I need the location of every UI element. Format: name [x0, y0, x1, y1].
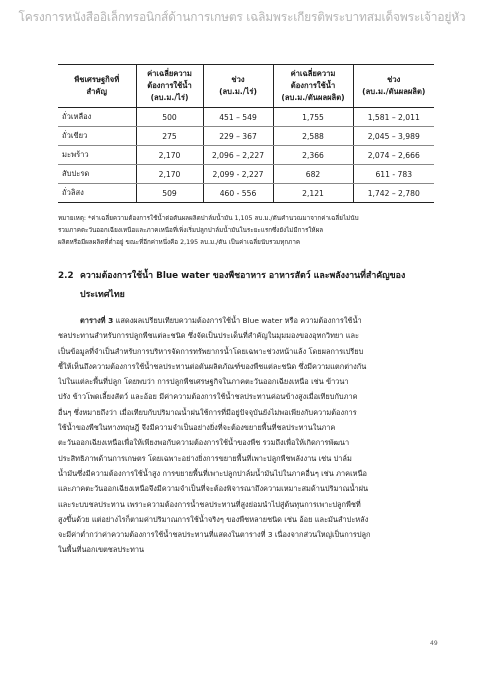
paragraph-line: สูงขึ้นด้วย แต่อย่างไรก็ตามค่าปริมาณการใช้น้ำจริงๆ ของพืชหลายชนิด เช่น อ้อย และมันสำปะหลัง: [58, 514, 369, 524]
cell-avg-per-ton: 2,366: [273, 146, 353, 165]
cell-range-per-rai: 460 - 556: [203, 184, 273, 203]
header-text: ต้องการใช้น้ำ: [290, 81, 336, 90]
paragraph-line: ในพื้นที่นอกเขตชลประทาน: [58, 545, 145, 555]
table-row: [58, 108, 434, 127]
cell-crop: ถั่วเหลือง: [58, 108, 136, 127]
header-text: พืชเศรษฐกิจที่: [74, 75, 120, 84]
cell-range-per-rai: 451 – 549: [203, 108, 273, 127]
col-header-crop: [58, 65, 136, 108]
paragraph-line: ตะวันออกเฉียงเหนือเพื่อให้เพียงพอกับความต้องการใช้น้ำของพืช รวมถึงเพื่อให้เกิดการพัฒนา: [58, 438, 350, 448]
paragraph-line: ชี้ให้เห็นถึงความต้องการใช้น้ำชลประทานต่อตันผลิตภัณฑ์ของพืชแต่ละชนิด ซึ่งมีความแตกต่างกัน: [58, 361, 367, 371]
cell-crop: ถั่วเขียว: [58, 127, 136, 146]
section-title-line2: ประเทศไทย: [80, 290, 125, 300]
col-header-avg-per-rai: [136, 65, 203, 108]
col-header-range-per-rai: [203, 65, 273, 108]
header-text: (ลบ.ม./ไร่): [219, 87, 257, 96]
header-text: ต้องการใช้น้ำ: [147, 81, 192, 90]
header-text: ช่วง: [231, 75, 245, 84]
footnote-line: หมายเหตุ: *ค่าเฉลี่ยความต้องการใช้น้ำต่อตันผลผลิตปาล์มน้ำมัน 1,105 ลบ.ม./ตันคำนวณมาจากค่าเฉลี่ยไม่นับ: [58, 215, 359, 222]
header-text: (ลบ.ม./ไร่): [150, 93, 189, 102]
paragraph-line: น้ำมันซึ่งมีความต้องการใช้น้ำสูง การขยายพื้นที่เพาะปลูกปาล์มน้ำมันไปในภาคอื่นๆ เช่น ภาคเหนือ: [58, 468, 367, 478]
paragraph-line: ใช้น้ำของพืชในทางทฤษฎี จึงมีความจำเป็นอย่างยิ่งที่จะต้องขยายพื้นที่ชลประทานในภาค: [58, 423, 336, 433]
paragraph-line-text: แสดงผลเปรียบเทียบความต้องการใช้น้ำ Blue water หรือ ความต้องการใช้น้ำ: [113, 316, 362, 325]
cell-range-per-ton: 1,581 – 2,011: [353, 108, 434, 127]
paragraph-line: ชลประทานสำหรับการปลูกพืชแต่ละชนิด ซึ่งจัดเป็นประเด็นที่สำคัญในมุมมองของอุทกวิทยา และ: [58, 331, 360, 341]
cell-avg-per-rai: 2,170: [136, 165, 203, 184]
cell-range-per-ton: 2,074 – 2,666: [353, 146, 434, 165]
section-heading: [58, 267, 438, 305]
cell-avg-per-ton: 1,755: [273, 108, 353, 127]
paragraph-line: ไปในแต่ละพื้นที่ปลูก โดยพบว่า การปลูกพืชเศรษฐกิจในภาคตะวันออกเฉียงเหนือ เช่น ข้าวนา: [58, 377, 349, 387]
footnote-line: ผลิตหรือมีผลผลิตที่ต่ำอยู่ ขณะที่อีกค่าหนึ่งคือ 2,195 ลบ.ม./ตัน เป็นค่าเฉลี่ยนับรวมทุกภาค: [58, 239, 301, 246]
paragraph-line: ปรัง ข้าวโพดเลี้ยงสัตว์ และอ้อย มีค่าความต้องการใช้น้ำชลประทานค่อนข้างสูงเมื่อเทียบกับภาค: [58, 392, 358, 402]
cell-range-per-ton: 611 - 783: [353, 165, 434, 184]
cell-avg-per-rai: 500: [136, 108, 203, 127]
paragraph-line: และระบบชลประทาน เพราะความต้องการน้ำชลประทานที่สูงย่อมนำไปสู่ต้นทุนการเพาะปลูกพืชที่: [58, 499, 361, 509]
cell-range-per-ton: 2,045 – 3,989: [353, 127, 434, 146]
cell-avg-per-rai: 275: [136, 127, 203, 146]
col-header-avg-per-ton: [273, 65, 353, 108]
header-text: สำคัญ: [86, 87, 107, 96]
cell-range-per-rai: 2,096 – 2,227: [203, 146, 273, 165]
cell-avg-per-rai: 509: [136, 184, 203, 203]
paragraph-line: และภาคตะวันออกเฉียงเหนือจึงมีความจำเป็นที่จะต้องพิจารณาถึงความเหมาะสมด้านปริมาณน้ำฝน: [58, 484, 369, 494]
paragraph-first-line: [58, 313, 438, 328]
cell-avg-per-rai: 2,170: [136, 146, 203, 165]
cell-range-per-rai: 2,099 - 2,227: [203, 165, 273, 184]
paragraph-line: อื่นๆ ซึ่งหมายถึงว่า เมื่อเทียบกับปริมาณน้ำฝนใช้การที่มีอยู่ปัจจุบันยังไม่พอเพียงกับความต้องการ: [58, 407, 357, 417]
cell-avg-per-ton: 2,121: [273, 184, 353, 203]
table-footnote: [58, 213, 436, 249]
cell-crop: ถั่วลิสง: [58, 184, 136, 203]
header-text: ช่วง: [387, 75, 401, 84]
page-header: โครงการหนังสืออิเล็กทรอนิกส์ด้านการเกษตร เฉลิมพระเกียรติพระบาทสมเด็จพระเจ้าอยู่หัว: [18, 10, 466, 24]
table-row: [58, 146, 434, 165]
water-requirement-table: [58, 64, 434, 203]
table-row: [58, 165, 434, 184]
cell-range-per-ton: 1,742 – 2,780: [353, 184, 434, 203]
cell-avg-per-ton: 2,588: [273, 127, 353, 146]
header-text: ค่าเฉลี่ยความ: [290, 69, 336, 78]
section-number: 2.2: [58, 271, 74, 281]
cell-avg-per-ton: 682: [273, 165, 353, 184]
footnote-line: รวมภาคตะวันออกเฉียงเหนือและภาคเหนือที่เพิ่งเริ่มปลูกปาล์มน้ำมันในระยะแรกซึ่งยังไม่มีการให้ผล: [58, 227, 324, 234]
cell-crop: สับปะรด: [58, 165, 136, 184]
section-heading-line: [58, 267, 438, 286]
paragraph-line: จะมีค่าต่ำกว่าค่าความต้องการใช้น้ำชลประทานที่แสดงในตารางที่ 3 เนื่องจากส่วนใหญ่เป็นการปลูก: [58, 530, 371, 540]
cell-crop: มะพร้าว: [58, 146, 136, 165]
section-title-line1: ความต้องการใช้น้ำ Blue water ของพืชอาหาร อาหารสัตว์ และพลังงานที่สำคัญของ: [80, 271, 406, 281]
table-header-row: [58, 65, 434, 108]
table-row: [58, 127, 434, 146]
body-paragraph: [58, 313, 438, 558]
header-text: (ลบ.ม./ตันผลผลิต): [281, 93, 345, 102]
header-text: ค่าเฉลี่ยความ: [147, 69, 192, 78]
cell-range-per-rai: 229 – 367: [203, 127, 273, 146]
header-text: (ลบ.ม./ตันผลผลิต): [362, 87, 426, 96]
table-row: [58, 184, 434, 203]
paragraph-line: เป็นข้อมูลที่จำเป็นสำหรับการบริหารจัดการทรัพยากรน้ำโดยเฉพาะช่วงหน้าแล้ง โดยผลการเปรียบ: [58, 346, 364, 356]
paragraph-line: ประสิทธิภาพด้านการเกษตร โดยเฉพาะอย่างยิ่งการขยายพื้นที่เพาะปลูกพืชพลังงาน เช่น ปาล์ม: [58, 453, 352, 463]
col-header-range-per-ton: [353, 65, 434, 108]
page-number: 49: [430, 640, 438, 647]
table-reference: ตารางที่ 3: [80, 316, 114, 325]
